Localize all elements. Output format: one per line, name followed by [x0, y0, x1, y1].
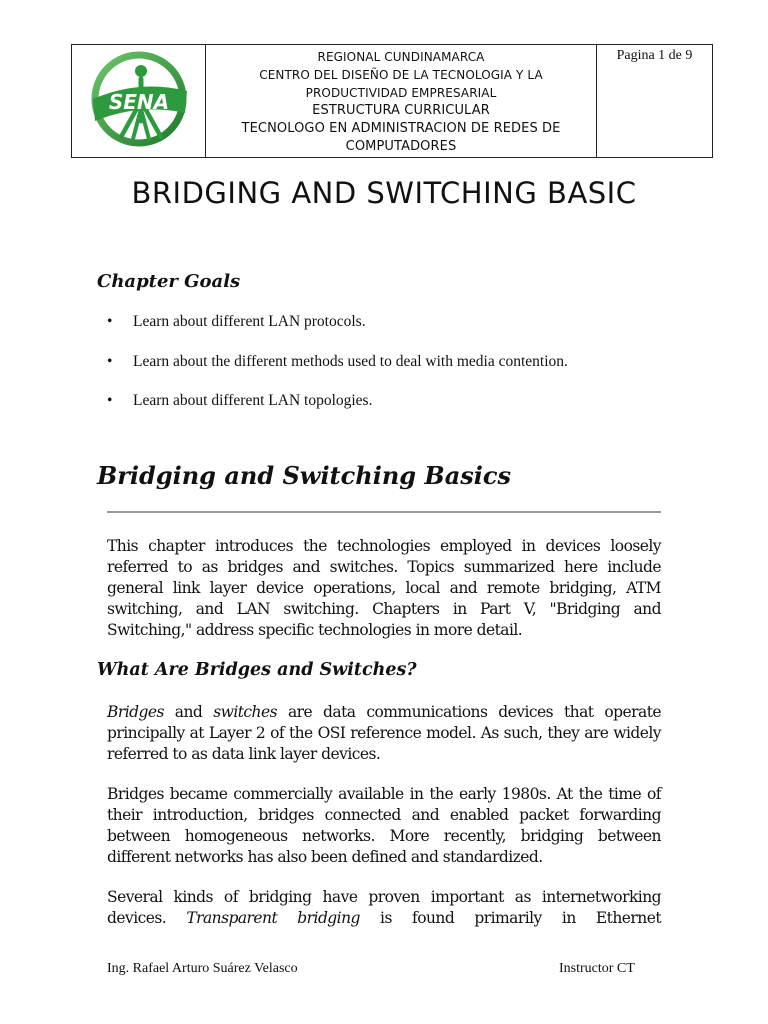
header-line-6: COMPUTADORES — [345, 139, 457, 154]
list-item: • Learn about the different methods used to deal with media contention. — [107, 352, 568, 370]
list-item: • Learn about different LAN topologies. — [107, 392, 373, 409]
sena-logo — [83, 49, 195, 149]
logo-cell — [72, 45, 206, 158]
header-info — [206, 45, 597, 158]
intro-paragraph: This chapter introduces the technologies employed in devices loosely referred to as bridges and switches. Topics summarized here include general link layer device operations, local and remote bridging, ATM switching, and LAN switching. Chapters in Part V, "Bridging and Switching," address specific technologies in more detail. — [107, 537, 661, 639]
logo-text: SENA — [108, 90, 169, 114]
document-title: BRIDGING AND SWITCHING BASIC — [131, 176, 637, 210]
header-line-5: TECNOLOGO EN ADMINISTRACION DE REDES DE — [241, 121, 561, 136]
list-item: • Learn about different LAN protocols. — [107, 313, 366, 330]
paragraph-bridges-switches: Bridges and switches are data communications devices that operate principally at Layer 2 of the OSI reference model. As such, they are widely referred to as data link layer devices. — [107, 703, 661, 763]
footer-role: Instructor CT — [559, 961, 635, 976]
bullet-icon: • — [107, 313, 113, 330]
chapter-goals-heading: Chapter Goals — [97, 271, 241, 292]
header-table — [71, 44, 713, 158]
paragraph-history: Bridges became commercially available in the early 1980s. At the time of their introduction, bridges connected and enabled packet forwarding between homogeneous networks. More recently, bridging between different networks has also been defined and standardized. — [107, 785, 661, 866]
subsection-heading: What Are Bridges and Switches? — [97, 660, 417, 680]
bullet-icon: • — [107, 352, 113, 370]
header-line-3: PRODUCTIVIDAD EMPRESARIAL — [305, 86, 497, 100]
header-line-4: ESTRUCTURA CURRICULAR — [312, 103, 490, 118]
header-line-1: REGIONAL CUNDINAMARCA — [317, 50, 485, 64]
chapter-goals-list — [107, 313, 568, 432]
section-divider — [107, 511, 661, 513]
header-line-2: CENTRO DEL DISEÑO DE LA TECNOLOGIA Y LA — [259, 68, 543, 82]
footer-author: Ing. Rafael Arturo Suárez Velasco — [107, 961, 298, 976]
page-number: Pagina 1 de 9 — [597, 45, 713, 158]
bullet-icon: • — [107, 392, 113, 409]
section-heading: Bridging and Switching Basics — [97, 461, 511, 490]
paragraph-bridging-kinds: Several kinds of bridging have proven important as internetworking devices. Transparent bridging is found primarily in Ethernet — [107, 888, 661, 927]
